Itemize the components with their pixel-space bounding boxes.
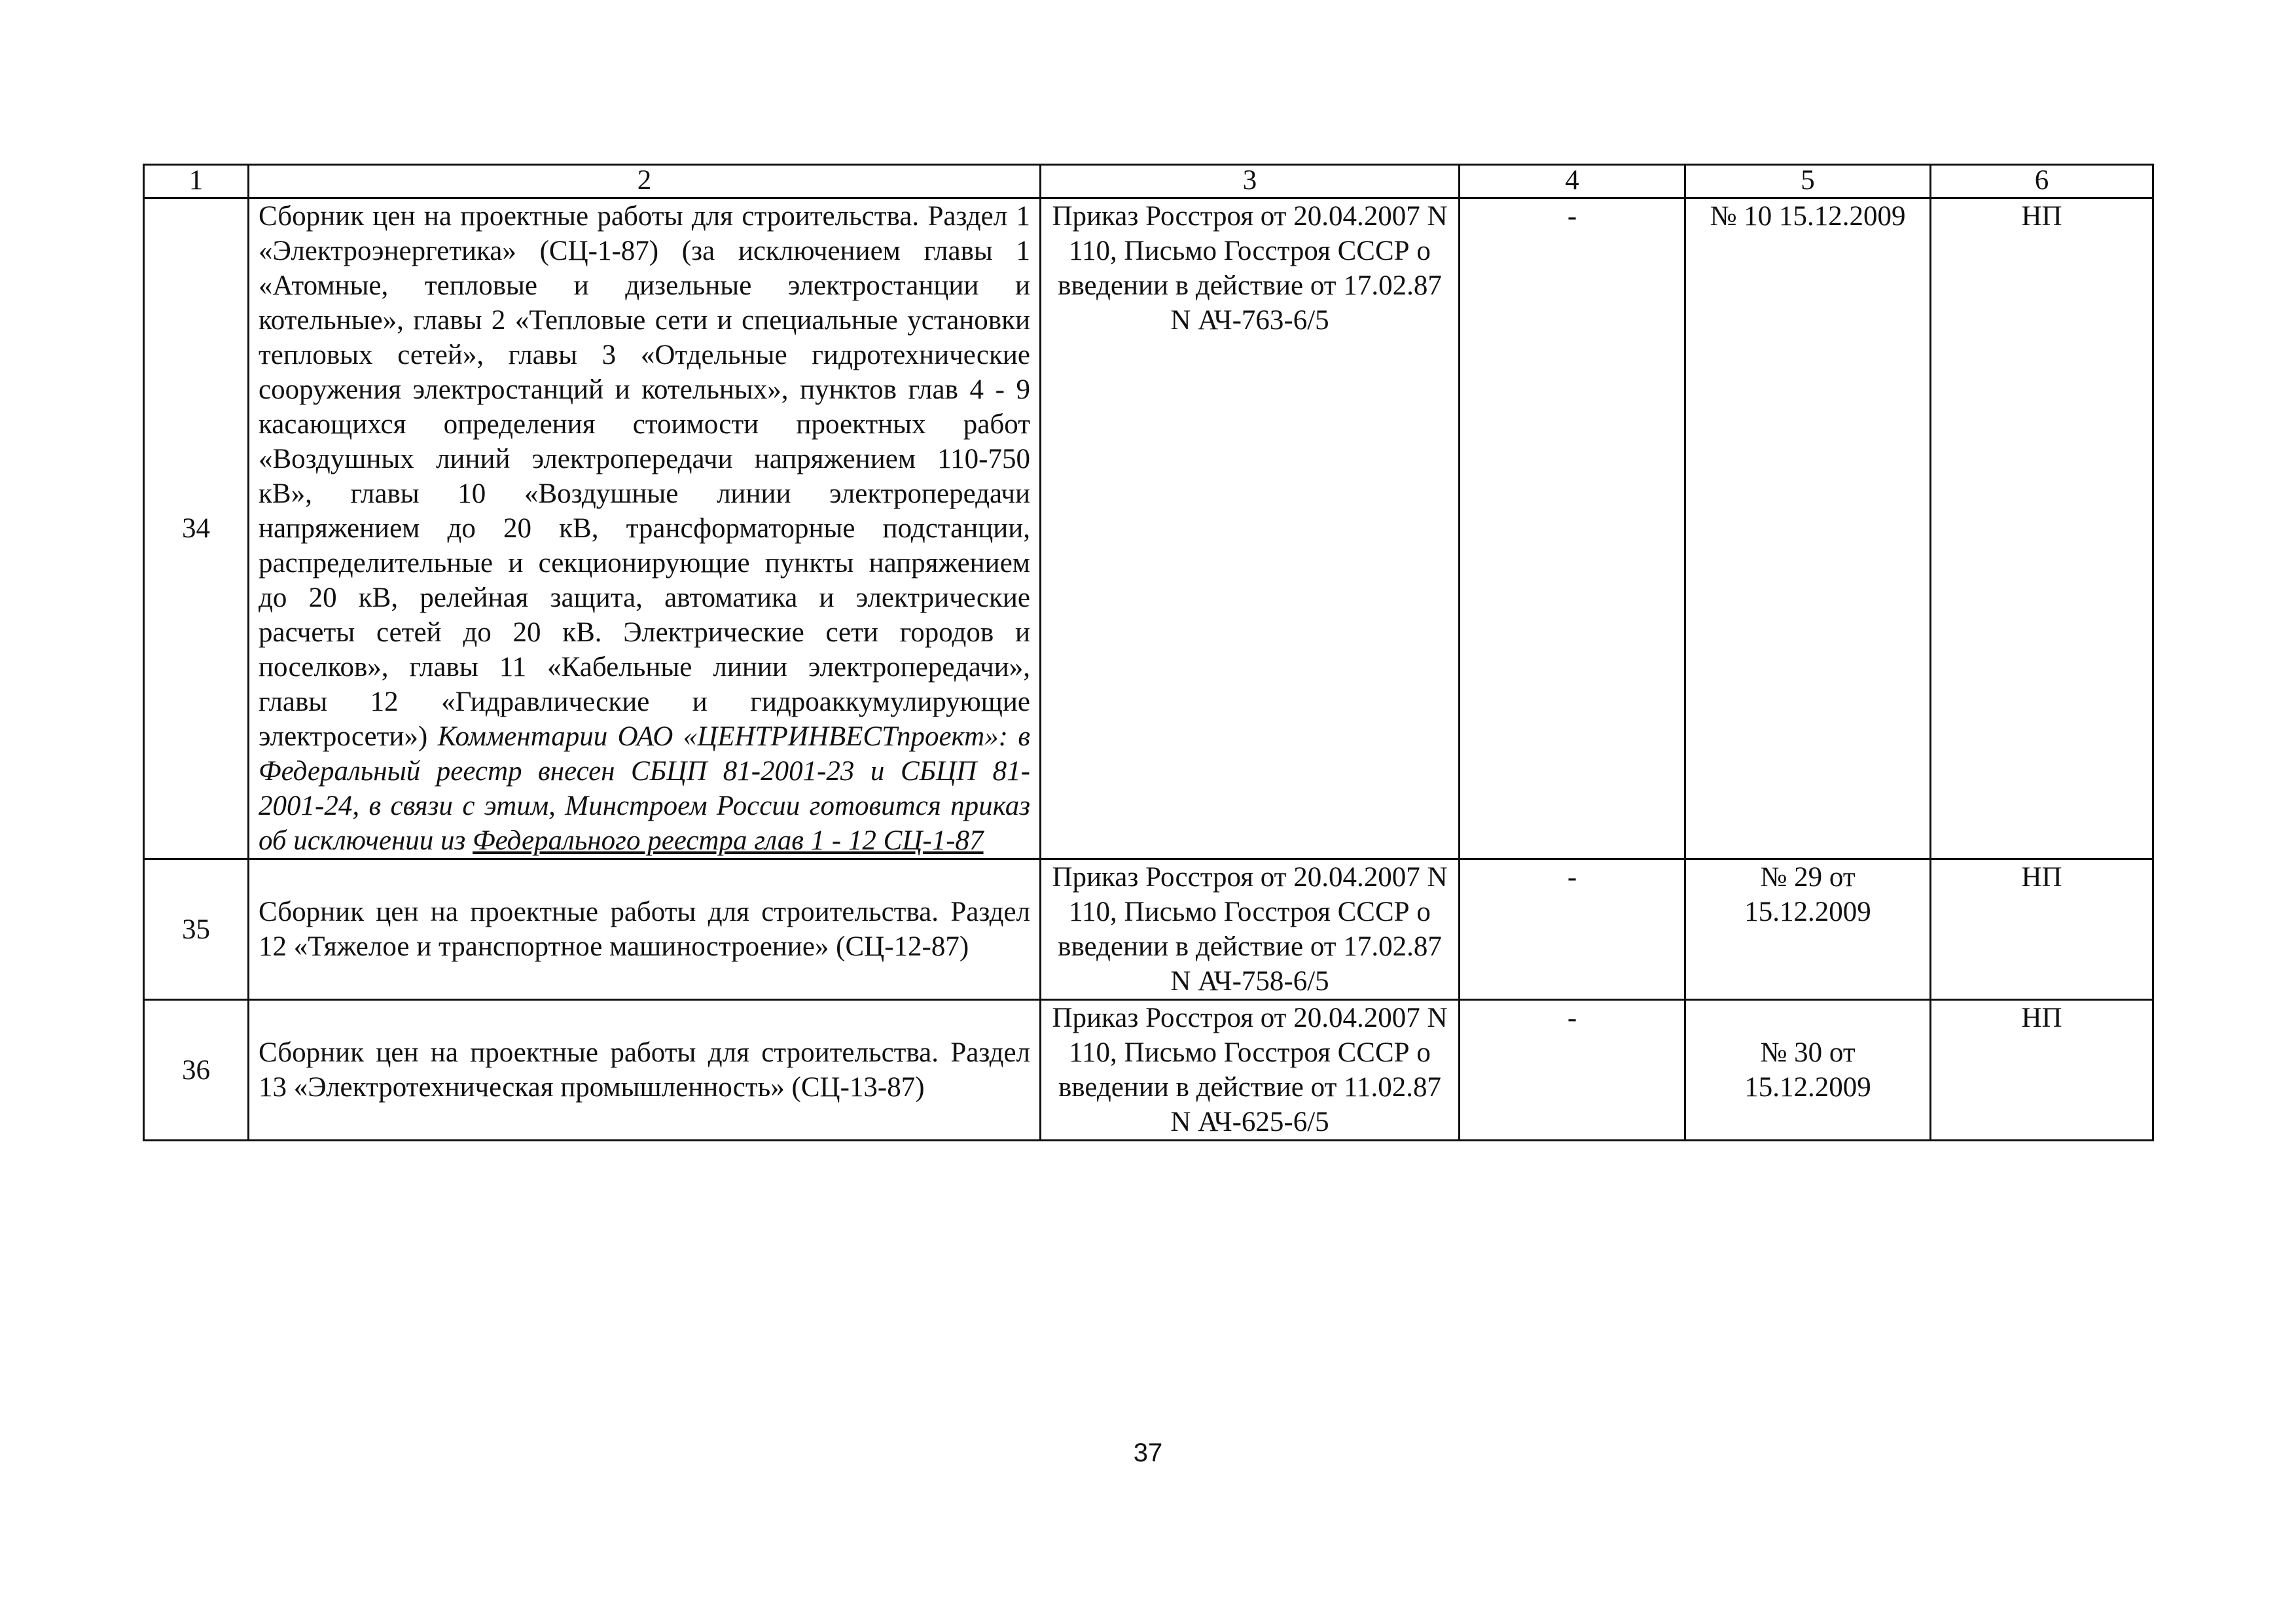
document-title: Сборник цен на проектные работы для строительства. Раздел 1 «Электроэнергетика» (СЦ-1-87) (за исключением главы 1 «Атомные, тепловые и дизельные электростанции и котельные», главы 2 «Тепловые сети и специальные установки тепловых сетей», главы 3 «Отдельные гидротехнические сооружения электростанций и котельных», пунктов глав 4 - 9 касающихся определения стоимости проектных работ «Воздушных линий электропередачи напряжением 110-750 кВ», главы 10 «Воздушные линии электропередачи напряжением до 20 кВ, трансформаторные подстанции, распределительные и секционирующие пункты напряжением до 20 кВ, релейная защита, автоматика и электрические расчеты сетей до 20 кВ. Электрические сети городов и поселков», главы 11 «Кабельные линии электропередачи», главы 12 «Гидравлические и гидроаккумулирующие электросети»)	[259, 201, 1030, 752]
registry-number: № 30 от 15.12.2009	[1685, 1000, 1931, 1141]
status-value: НП	[1931, 198, 2153, 859]
table-row	[144, 1000, 2153, 1141]
column-header: 2	[249, 165, 1041, 198]
column-header: 4	[1460, 165, 1685, 198]
registry-number: № 29 от 15.12.2009	[1685, 859, 1931, 1000]
row-number: 35	[144, 859, 249, 1000]
column-4-value: -	[1460, 1000, 1685, 1141]
table-row	[144, 859, 2153, 1000]
registry-table	[143, 164, 2154, 1141]
row-number: 34	[144, 198, 249, 859]
comment-text-end: Федерального реестра глав 1 - 12 СЦ-1-87	[473, 825, 984, 856]
document-title: Сборник цен на проектные работы для строительства. Раздел 13 «Электротехническая промышленность» (СЦ-13-87)	[249, 1000, 1041, 1141]
table-header-row	[144, 165, 2153, 198]
row-number: 36	[144, 1000, 249, 1141]
column-4-value: -	[1460, 859, 1685, 1000]
approval-basis: Приказ Росстроя от 20.04.2007 N 110, Письмо Госстроя СССР о введении в действие от 17.02.87 N АЧ-763-6/5	[1041, 198, 1460, 859]
column-header: 5	[1685, 165, 1931, 198]
table-row	[144, 198, 2153, 859]
column-header: 3	[1041, 165, 1460, 198]
column-header: 6	[1931, 165, 2153, 198]
document-title: Сборник цен на проектные работы для строительства. Раздел 12 «Тяжелое и транспортное машиностроение» (СЦ-12-87)	[249, 859, 1041, 1000]
approval-basis: Приказ Росстроя от 20.04.2007 N 110, Письмо Госстроя СССР о введении в действие от 11.02.87 N АЧ-625-6/5	[1041, 1000, 1460, 1141]
column-4-value: -	[1460, 198, 1685, 859]
status-value: НП	[1931, 1000, 2153, 1141]
status-value: НП	[1931, 859, 2153, 1000]
comment-text: Комментарии ОАО «ЦЕНТРИНВЕСТпроект»: в Федеральный реестр внесен СБЦП 81-2001-23 и СБЦП 81-2001-24, в связи с этим, Минстроем России готовится приказ об исключении из	[259, 721, 1031, 856]
page-number: 37	[1133, 1438, 1163, 1467]
document-title-cell	[249, 198, 1041, 859]
approval-basis: Приказ Росстроя от 20.04.2007 N 110, Письмо Госстроя СССР о введении в действие от 17.02.87 N АЧ-758-6/5	[1041, 859, 1460, 1000]
column-header: 1	[144, 165, 249, 198]
registry-number: № 10 15.12.2009	[1685, 198, 1931, 859]
